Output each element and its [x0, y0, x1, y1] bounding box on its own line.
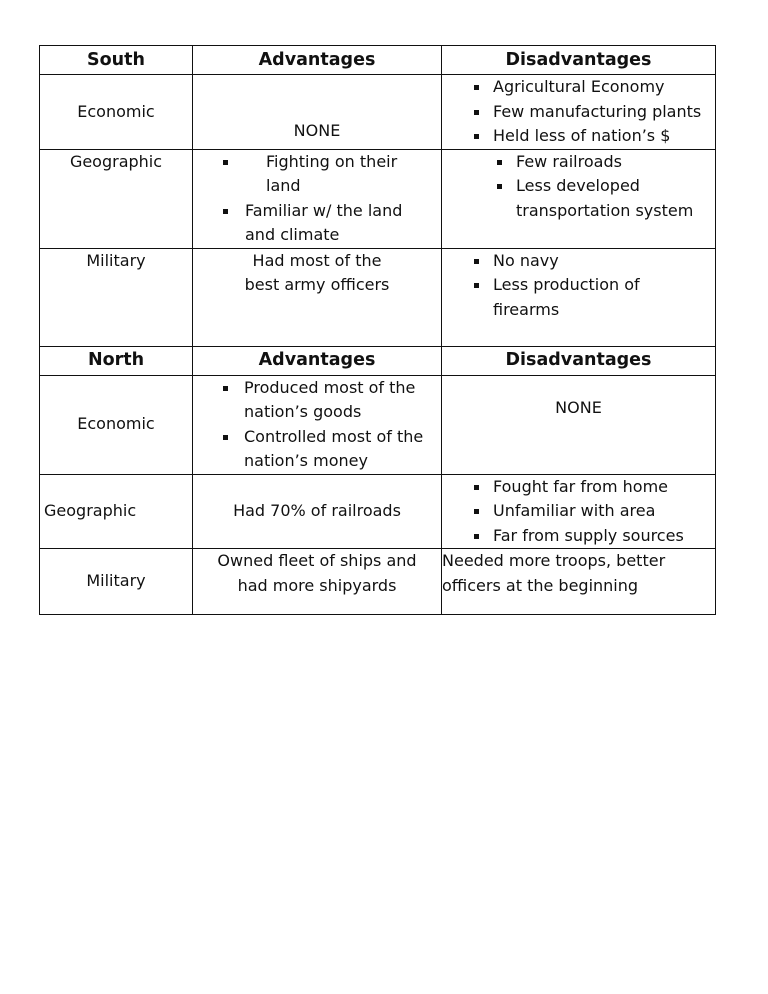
south-military-advantages: Had most of the best army officers: [193, 248, 442, 346]
north-advantages-header: Advantages: [193, 346, 442, 375]
list-item: Familiar w/ the land and climate: [193, 199, 433, 248]
north-economic-row: [40, 375, 716, 474]
south-geographic-advantages: [193, 149, 442, 248]
list-item: Less production of firearms: [442, 273, 695, 322]
south-economic-advantages: NONE: [193, 75, 442, 150]
list-item: Fought far from home: [442, 475, 715, 500]
south-geographic-row: [40, 149, 716, 248]
north-military-advantages: Owned fleet of ships and had more shipyards: [193, 549, 442, 615]
north-economic-advantages: [193, 375, 442, 474]
south-economic-disadvantages: [442, 75, 716, 150]
north-military-disadvantages: Needed more troops, better officers at the beginning: [442, 549, 716, 615]
north-military-label: Military: [40, 549, 193, 615]
north-geographic-row: [40, 474, 716, 549]
list-item: Produced most of the nation’s goods: [193, 376, 441, 425]
list-item: Agricultural Economy: [442, 75, 715, 100]
north-economic-disadvantages: NONE: [442, 375, 716, 474]
south-economic-row: [40, 75, 716, 150]
south-header-row: [40, 46, 716, 75]
list-item: Few manufacturing plants: [442, 100, 715, 125]
list-item: Less developed transportation system: [442, 174, 715, 223]
north-geographic-label: Geographic: [40, 474, 193, 549]
north-disadvantages-header: Disadvantages: [442, 346, 716, 375]
south-military-label: Military: [40, 248, 193, 346]
south-geographic-label: Geographic: [40, 149, 193, 248]
north-geographic-advantages: Had 70% of railroads: [193, 474, 442, 549]
south-header: South: [40, 46, 193, 75]
south-military-row: [40, 248, 716, 346]
north-geographic-disadvantages: [442, 474, 716, 549]
north-economic-label: Economic: [40, 375, 193, 474]
south-disadvantages-header: Disadvantages: [442, 46, 716, 75]
north-header: North: [40, 346, 193, 375]
south-economic-label: Economic: [40, 75, 193, 150]
list-item: Fighting on their land: [193, 150, 433, 199]
list-item: Held less of nation’s $: [442, 124, 715, 149]
north-header-row: [40, 346, 716, 375]
south-geographic-disadvantages: [442, 149, 716, 248]
list-item: Far from supply sources: [442, 524, 715, 549]
south-military-disadvantages: [442, 248, 716, 346]
north-military-row: [40, 549, 716, 615]
list-item: No navy: [442, 249, 695, 274]
list-item: Few railroads: [442, 150, 715, 175]
south-advantages-header: Advantages: [193, 46, 442, 75]
list-item: Unfamiliar with area: [442, 499, 715, 524]
comparison-table: [39, 45, 716, 615]
list-item: Controlled most of the nation’s money: [193, 425, 441, 474]
